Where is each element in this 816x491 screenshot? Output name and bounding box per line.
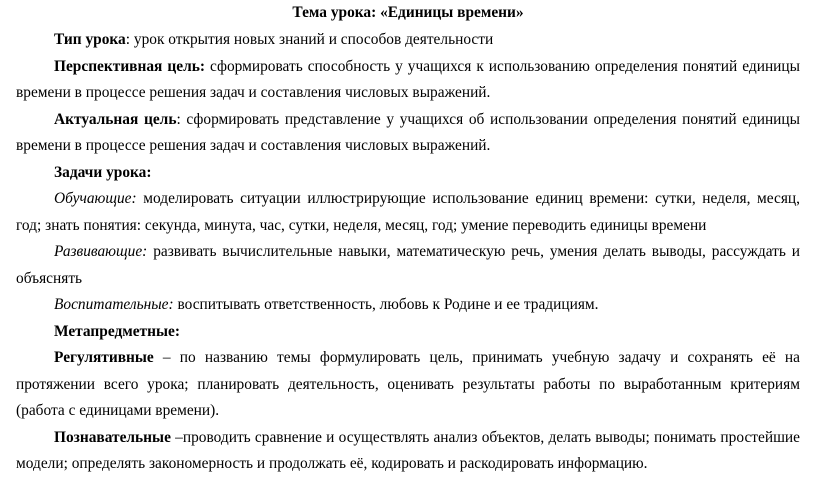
metasubject-heading: Метапредметные:	[54, 322, 180, 340]
developing-label: Развивающие:	[54, 243, 148, 260]
lesson-type-label: Тип урока	[54, 31, 126, 48]
regulatory-paragraph	[16, 345, 800, 425]
educational-text: моделировать ситуации иллюстрирующие использование единиц времени: сутки, неделя, месяц, год; знать понятия: секунда, минута, час, сутки, неделя, месяц, год; умение переводить единицы времени	[16, 190, 800, 234]
cognitive-label: Познавательные	[54, 428, 171, 446]
tasks-heading: Задачи урока:	[54, 163, 152, 181]
lesson-type-paragraph	[16, 27, 800, 54]
cognitive-text: –проводить сравнение и осуществлять анализ объектов, делать выводы; понимать простейшие модели; определять закономерность и продолжать её, кодировать и раскодировать информацию.	[16, 428, 800, 472]
developing-text: развивать вычислительные навыки, математическую речь, умения делать выводы, рассуждать и объяснять	[16, 243, 800, 287]
educational-paragraph	[16, 186, 800, 239]
perspective-goal-label: Перспективная цель:	[54, 57, 205, 75]
document-page	[16, 0, 800, 478]
upbringing-paragraph	[16, 292, 800, 319]
upbringing-text: воспитывать ответственность, любовь к Родине и ее традициям.	[173, 296, 599, 313]
cognitive-paragraph	[16, 425, 800, 478]
developing-paragraph	[16, 239, 800, 292]
regulatory-text: – по названию темы формулировать цель, принимать учебную задачу и сохранять её на протяжении всего урока; планировать деятельность, оценивать результаты работы по выработанным критериям (работа с единицами времени).	[16, 349, 800, 419]
actual-goal-label: Актуальная цель	[54, 110, 177, 128]
metasubject-heading-paragraph	[16, 319, 800, 346]
educational-label: Обучающие:	[54, 190, 137, 207]
lesson-title: Тема урока: «Единицы времени»	[292, 4, 524, 21]
perspective-goal-paragraph	[16, 54, 800, 107]
lesson-type-text: : урок открытия новых знаний и способов деятельности	[125, 31, 494, 48]
actual-goal-text: : сформировать представление у учащихся об использовании определения понятий единицы времени в процессе решения задач и составления числовых выражений.	[16, 110, 800, 154]
tasks-heading-paragraph	[16, 160, 800, 187]
regulatory-label: Регулятивные	[54, 349, 154, 366]
actual-goal-paragraph	[16, 107, 800, 160]
upbringing-label: Воспитательные:	[54, 296, 174, 313]
perspective-goal-text: сформировать способность у учащихся к использованию определения понятий единицы времени в процессе решения задач и составления числовых выражений.	[16, 57, 800, 101]
